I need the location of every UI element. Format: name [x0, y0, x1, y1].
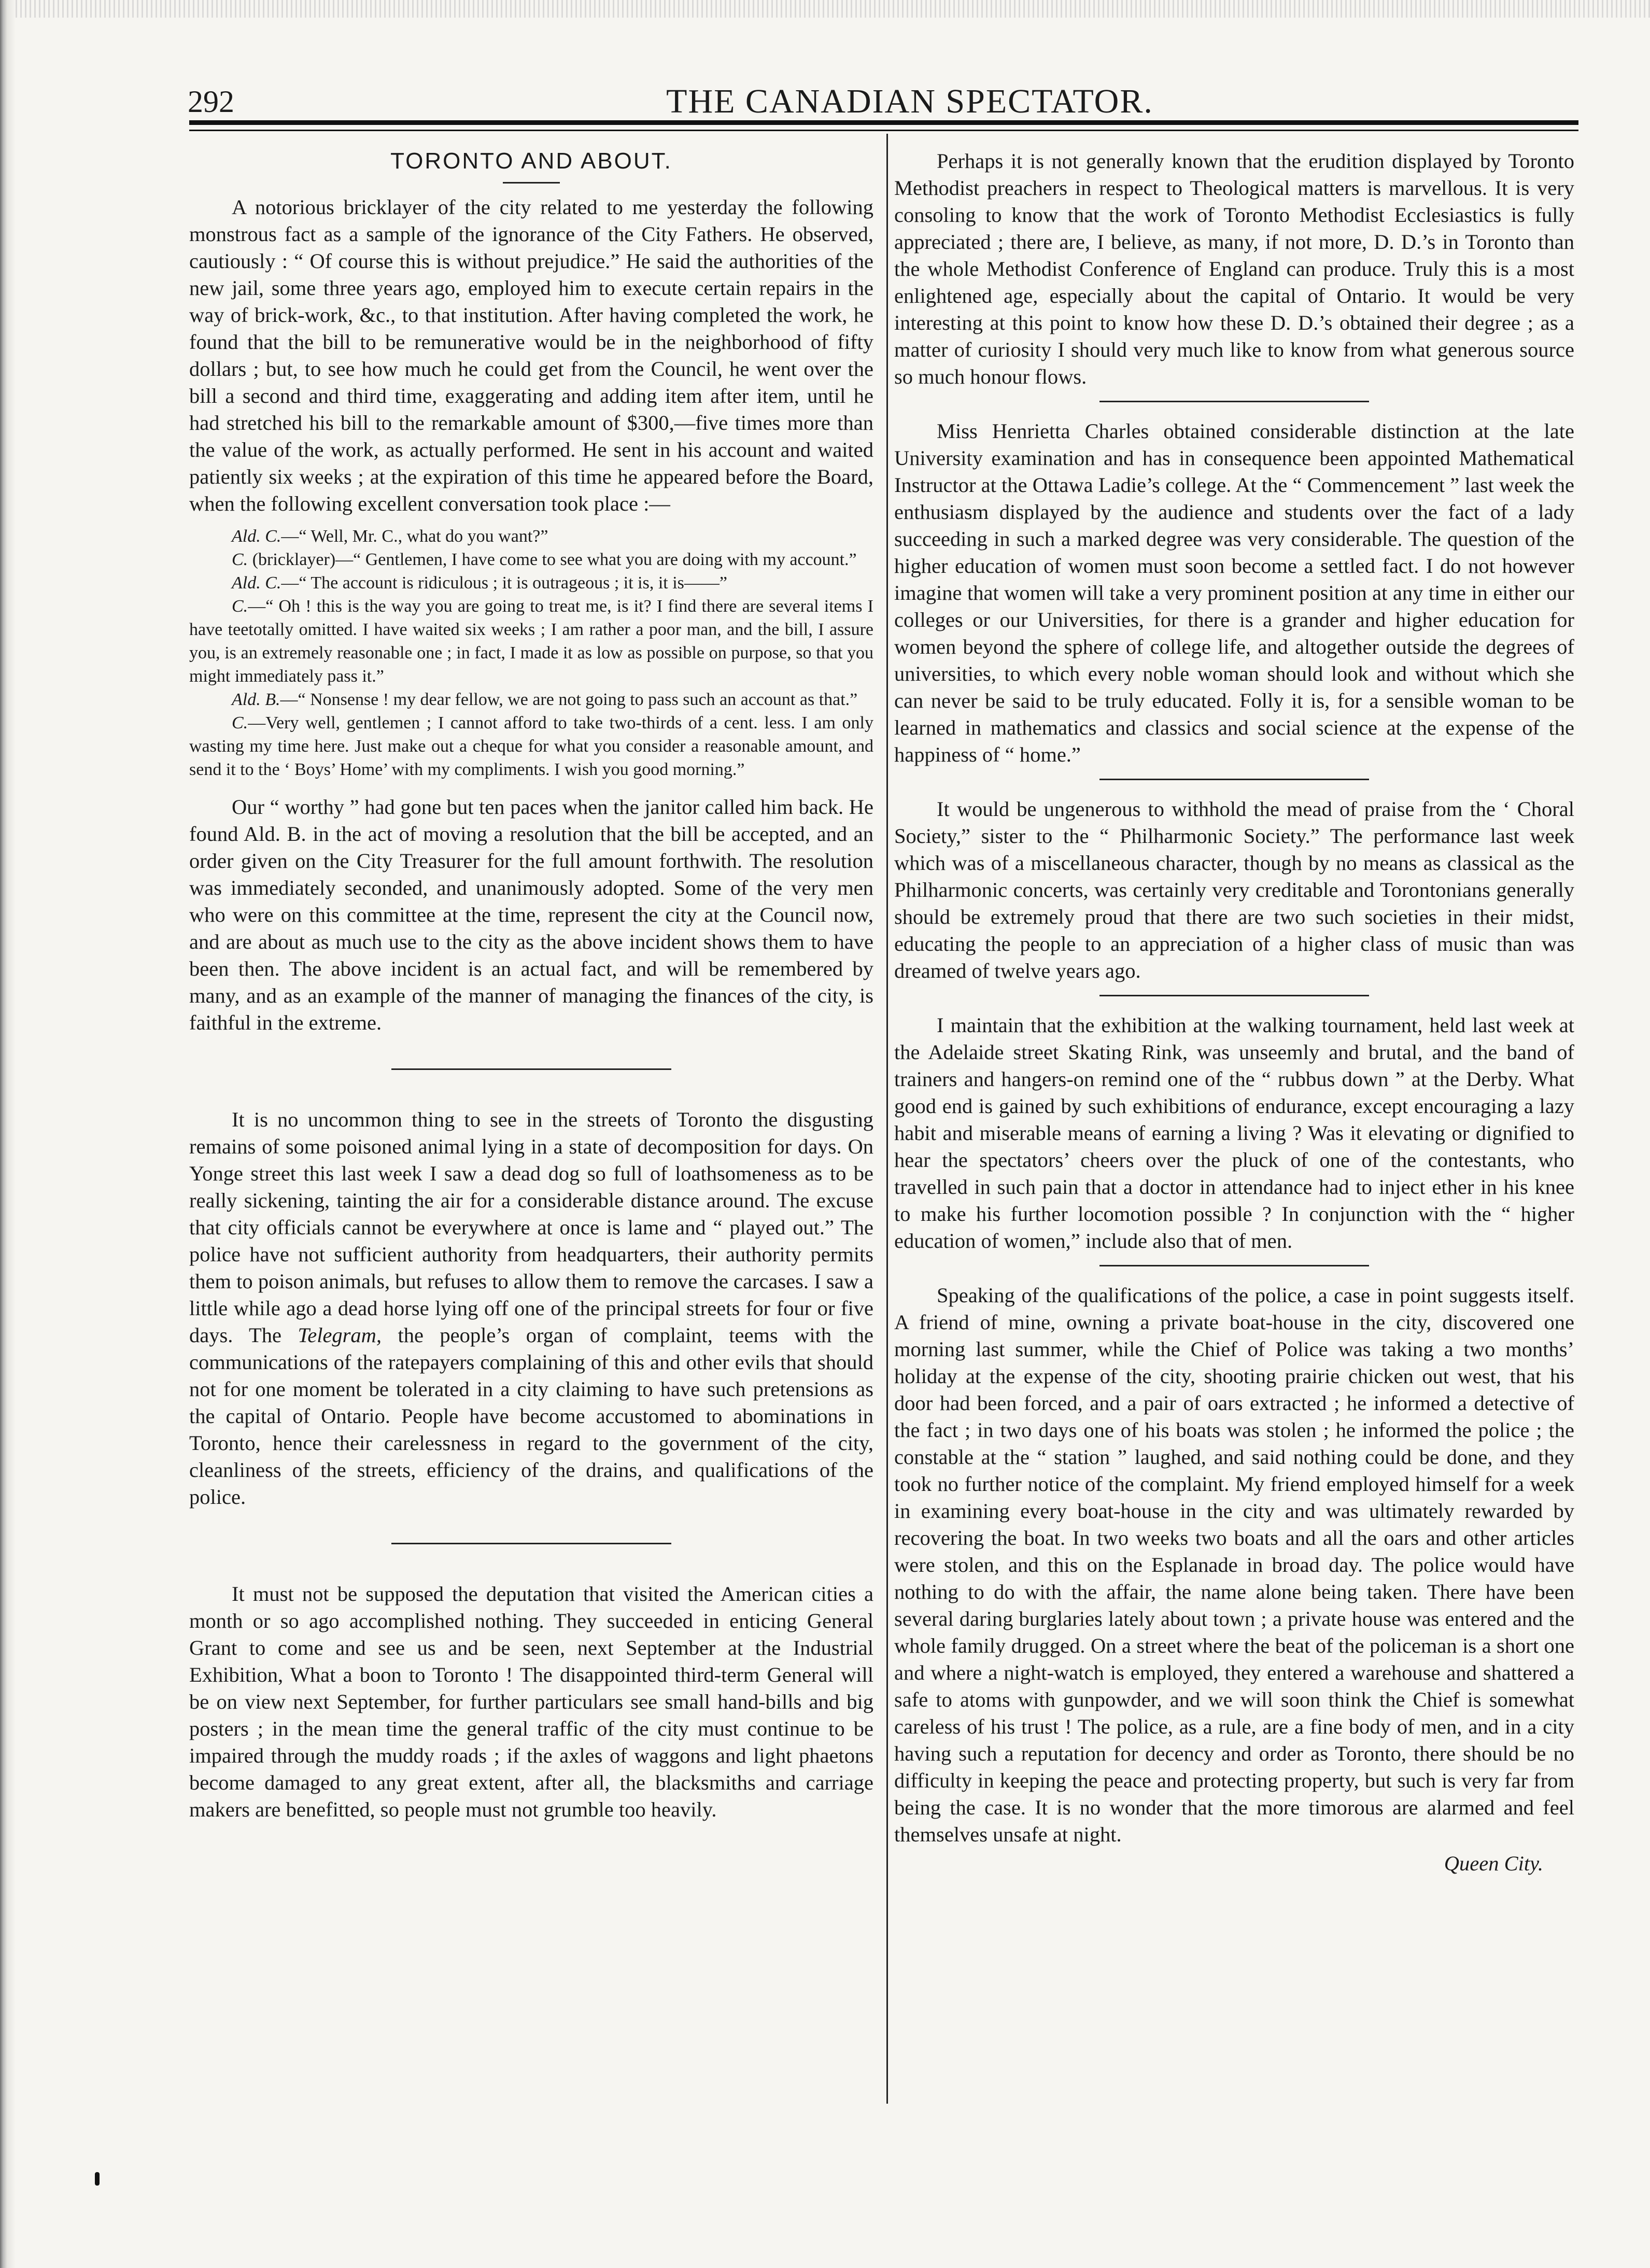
- left-column: [189, 148, 873, 1823]
- paragraph-police: Speaking of the qualifications of the police, a case in point suggests itself. A friend of mine, owning a private boat-house in the city, discovered one morning last summer, while the Chief of Police was taking a two months’ holiday at the expense of the city, shooting prairie chicken out west, that his door had been forced, and a pair of oars extracted ; he informed a detective of the fact ; in two days one of his boats was stolen ; he informed the police ; the constable at the “ station ” laughed, and said nothing could be done, and they took no further notice of the complaint. My friend employed himself for a week in examining every boat-house in the city and was ultimately rewarded by recovering the boat. In two weeks two boats and all the oars and other articles were stolen, and this on the Esplanade in broad day. The police would have nothing to do with the affair, the name alone being taken. There have been several daring burglaries lately about town ; a private house was entered and the whole family drugged. On a street where the beat of the policeman is a short one and where a night-watch is employed, they entered a warehouse and shattered a safe to atoms with gunpowder, and we will soon think the Chief is somewhat careless of his trust ! The police, as a rule, are a fine body of men, and in a city having such a reputation for decency and order as Toronto, there should be no difficulty in keeping the peace and protecting property, but such is very far from being the case. It is no wonder that the more timorous are alarmed and feel themselves unsafe at night.: [894, 1284, 1574, 1846]
- section-separator: [1099, 995, 1369, 996]
- section-separator: [1099, 1265, 1369, 1266]
- section-separator: [391, 1068, 671, 1070]
- conversation: [189, 525, 873, 781]
- paragraph-text: It is no uncommon thing to see in the streets of Toronto the disgusting remains of some poisoned animal lying in a state of decomposition for days. On Yonge street this last week I saw a dead dog so full of loathsomeness as to be really sickening, tainting the air for a considerable distance around. The excuse that city officials cannot be everywhere at once is lame and “ played out.” The police have not sufficient authority from headquarters, their authority permits them to poison animals, but refuses to allow them to remove the carcases. I saw a little while ago a dead horse lying off one of the principal streets for four or five days. The: [189, 1108, 873, 1347]
- dialog-line: [189, 548, 873, 571]
- dialog-speaker: C.: [232, 713, 248, 732]
- paragraph-walking: I maintain that the exhibition at the walking tournament, held last week at the Adelaide street Skating Rink, was unseemly and brutal, and the band of trainers and hangers-on remind one of the “ rubbus down ” at the Derby. What good end is gained by such exhibitions of endurance, except encouraging a lazy habit and miserable means of earning a living ? Was it elevating or dignified to hear the spectators’ cheers over the pluck of one of the contestants, who travelled in such pain that a doctor in attendance had to inject ether in his knee to make his further locomotion possible ? In conjunction with the “ higher education of women,” include also that of men.: [894, 1013, 1574, 1252]
- paragraph-bricklayer: A notorious bricklayer of the city related to me yesterday the following monstrous fact as a sample of the ignorance of the City Fathers. He observed, cautiously : “ Of course this is without prejudice.” He said the authorities of the new jail, some three years ago, employed him to execute certain repairs in the way of brick-work, &c., to that institution. After having completed the work, he found that the bill to be remunerative would be in the neighborhood of fifty dollars ; but, to see how much he could get from the Council, he went over the bill a second and third time, exaggerating and adding item after item, until he had stretched his bill to the remarkable amount of $300,—five times more than the value of the work, as actually performed. He sent in his account and waited patiently six weeks ; at the expiration of this time he appeared before the Board, when the following excellent conversation took place :—: [189, 195, 873, 515]
- newspaper-name: Telegram,: [298, 1323, 382, 1347]
- paragraph-streets: [189, 1106, 873, 1511]
- paragraph-deputation: It must not be supposed the deputation that visited the American cities a month or so ago accomplished nothing. They succeeded in enticing General Grant to come and see us and be seen, next September at the Industrial Exhibition, What a boon to Toronto ! The disappointed third-term General will be on view next September, for further particulars see small hand-bills and big posters ; in the mean time the general traffic of the city must continue to be impaired through the muddy roads ; if the axles of waggons and light phaetons become damaged to any great extent, after all, the blacksmiths and carriage makers are benefitted, so people must not grumble too heavily.: [189, 1582, 873, 1821]
- scan-binding-edge: [0, 0, 16, 2268]
- ink-mark: [95, 2172, 100, 2186]
- dialog-text: (bricklayer)—“ Gentlemen, I have come to see what you are doing with my account.”: [248, 550, 857, 569]
- section-title: TORONTO AND ABOUT.: [390, 148, 672, 174]
- paragraph-worthy: Our “ worthy ” had gone but ten paces when the janitor called him back. He found Ald. B. in the act of moving a resolution that the bill be accepted, and an order given on the City Treasurer for the full amount forthwith. The resolution was immediately seconded, and unanimously adopted. Some of the very men who were on this committee at the time, represent the city at the Council now, and are about as much use to the city as the above incident shows them to have been then. The above incident is an actual fact, and will be remembered by many, and as an example of the manner of managing the finances of the city, is faithful in the extreme.: [189, 795, 873, 1034]
- dialog-text: —“ Nonsense ! my dear fellow, we are not going to pass such an account as that.”: [280, 690, 858, 709]
- dialog-speaker: Ald. B.: [232, 690, 280, 709]
- dialog-text: —Very well, gentlemen ; I cannot afford to take two-thirds of a cent. less. I am only wasting my time here. Just make out a cheque for what you consider a reasonable amount, and send it to the ‘ Boys’ Home’ with my compliments. I wish you good morning.”: [189, 713, 873, 779]
- dialog-text: —“ The account is ridiculous ; it is outrageous ; it is, it is——”: [281, 573, 727, 593]
- dialog-speaker: C.: [232, 550, 248, 569]
- dialog-speaker: C.: [232, 597, 248, 616]
- paragraph-methodist: Perhaps it is not generally known that the erudition displayed by Toronto Methodist preachers in respect to Theological matters is marvellous. It is very consoling to know that the work of Toronto Methodist Ecclesiastics is fully appreciated ; there are, I believe, as many, if not more, D. D.’s in Toronto than the whole Methodist Conference of England can produce. Truly this is a most enlightened age, especially about the capital of Ontario. It would be very interesting at this point to know how these D. D.’s obtained their degree ; as a matter of curiosity I should very much like to know from what generous source so much honour flows.: [894, 149, 1574, 388]
- title-underline: [503, 182, 560, 184]
- dialog-text: —“ Well, Mr. C., what do you want?”: [281, 527, 548, 546]
- dialog-speaker: Ald. C.: [232, 573, 281, 593]
- header-rule-thin: [189, 130, 1578, 131]
- column-divider: [886, 134, 888, 2104]
- right-column: [894, 148, 1574, 1877]
- section-separator: [1099, 779, 1369, 780]
- section-separator: [391, 1543, 671, 1544]
- paragraph-text: the people’s organ of complaint, teems with the communications of the ratepayers complaining of this and other evils that should not for one moment be tolerated in a city claiming to have such pretensions as the capital of Ontario. People have become accustomed to abominations in Toronto, hence their carelessness in regard to the government of the city, cleanliness of the streets, efficiency of the drains, and qualifications of the police.: [189, 1323, 873, 1509]
- page-number: 292: [188, 84, 234, 119]
- paragraph-choral: It would be ungenerous to withhold the mead of praise from the ‘ Choral Society,” sister to the “ Philharmonic Society.” The performance last week which was of a miscellaneous character, though by no means as classical as the Philharmonic concerts, was certainly very creditable and Torontonians generally should be extremely proud that there are two such societies in their midst, educating the people to an appreciation of a higher class of music than was dreamed of twelve years ago.: [894, 797, 1574, 982]
- dialog-line: [189, 525, 873, 548]
- header-rule-thick: [189, 120, 1578, 125]
- dialog-line: [189, 571, 873, 595]
- dialog-line: [189, 688, 873, 711]
- scan-top-border: [16, 0, 1650, 18]
- signature: Queen City.: [1444, 1852, 1543, 1875]
- paragraph-henrietta: Miss Henrietta Charles obtained considerable distinction at the late University examination and has in consequence been appointed Mathematical Instructor at the Ottawa Ladie’s college. At the “ Commencement ” last week the enthusiasm displayed by the audience and students over the fact of a lady succeeding in such a marked degree was very considerable. The question of the higher education of women must soon become a settled fact. I do not however imagine that women will take a very prominent position at any time in either our colleges or our Universities, for there is a grander and higher education for women beyond the sphere of college life, and altogether outside the degrees of universities, to which every noble woman should look and without which she can never be said to be truly educated. Folly it is, for a sensible woman to be learned in mathematics and classics and social science at the expense of the happiness of “ home.”: [894, 419, 1574, 766]
- masthead-title: THE CANADIAN SPECTATOR.: [666, 82, 1153, 120]
- section-separator: [1099, 401, 1369, 402]
- dialog-text: —“ Oh ! this is the way you are going to treat me, is it? I find there are several items I have teetotally omitted. I have waited six weeks ; I am rather a poor man, and the bill, I assure you, is an extremely reasonable one ; in fact, I made it as low as possible on purpose, so that you might immediately pass it.”: [189, 597, 873, 686]
- dialog-speaker: Ald. C.: [232, 527, 281, 546]
- dialog-line: [189, 711, 873, 781]
- dialog-line: [189, 595, 873, 688]
